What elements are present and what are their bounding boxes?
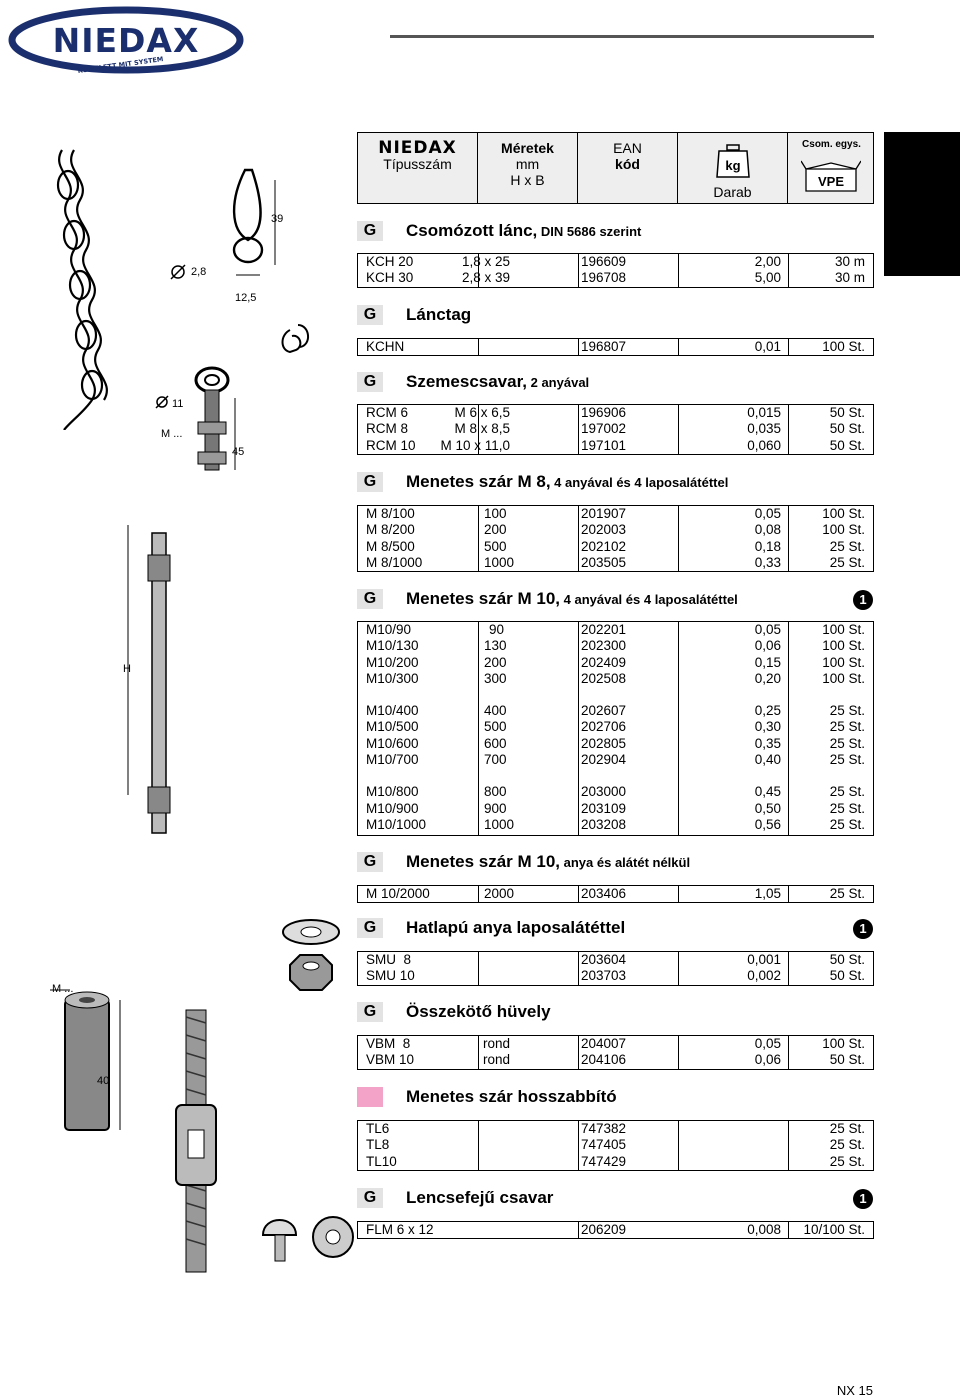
group-marker: G xyxy=(357,1188,383,1208)
label-eye-length: 45 xyxy=(232,446,245,458)
package-icon xyxy=(801,155,861,195)
hex-nut-illustration xyxy=(276,910,346,1000)
table-row: M10/300 300 202508 0,20 100 St. xyxy=(366,670,865,686)
table-row: M 10/2000 2000 203406 1,05 25 St. xyxy=(366,886,865,901)
group-marker: G xyxy=(357,372,383,392)
col-dimensions xyxy=(478,133,578,203)
section-title: Csomózott lánc, DIN 5686 szerint xyxy=(406,221,642,240)
label-eye-thread: M ... xyxy=(161,428,183,440)
note-badge: 1 xyxy=(853,590,873,610)
label-chain-length: 39 xyxy=(271,213,284,225)
group-marker: G xyxy=(357,305,383,325)
table-row: SMU 8 203604 0,001 50 St. xyxy=(366,952,865,967)
table-row: M 8/200 200 202003 0,08 100 St. xyxy=(366,522,865,538)
table-row: M10/90 90 202201 0,05 100 St. xyxy=(366,622,865,637)
label-chain-width: 12,5 xyxy=(235,292,257,304)
data-block xyxy=(357,505,874,572)
col-dim-unit: mm xyxy=(515,156,540,172)
data-block xyxy=(357,951,874,986)
logo-text: NIEDAX xyxy=(52,21,200,60)
table-row: RCM 6 M 6 x 6,5 196906 0,015 50 St. xyxy=(366,405,865,420)
table-row: KCHN 196807 0,01 100 St. xyxy=(366,339,865,354)
table-row: RCM 10 M 10 x 11,0 197101 0,060 50 St. xyxy=(366,437,865,453)
group-marker: G xyxy=(357,589,383,609)
label-chain-diameter: 2,8 xyxy=(191,266,207,278)
col-pack xyxy=(788,133,875,203)
table-row: M 8/100 100 201907 0,05 100 St. xyxy=(366,506,865,521)
section-title: Lencsefejű csavar xyxy=(406,1188,554,1207)
table-row: M10/900 900 203109 0,50 25 St. xyxy=(366,800,865,816)
table-row: SMU 10 203703 0,002 50 St. xyxy=(366,968,865,984)
table-row: VBM 10 rond 204106 0,06 50 St. xyxy=(366,1052,865,1068)
pan-head-screw-illustration xyxy=(258,1205,358,1275)
table-row: M10/130 130 202300 0,06 100 St. xyxy=(366,638,865,654)
table-row: KCH 20 1,8 x 25 196609 2,00 30 m xyxy=(366,254,865,269)
data-block xyxy=(357,404,874,455)
section-title: Összekötő hüvely xyxy=(406,1002,551,1021)
section-title: Hatlapú anya laposalátéttel xyxy=(406,918,626,937)
group-marker-new xyxy=(357,1087,383,1107)
svg-text:kg: kg xyxy=(724,158,741,173)
table-row: M10/600 600 202805 0,35 25 St. xyxy=(366,735,865,751)
data-block xyxy=(357,1221,874,1239)
table-header xyxy=(357,132,874,204)
col-dim-title: Méretek xyxy=(501,140,554,156)
note-badge: 1 xyxy=(853,1189,873,1209)
data-block xyxy=(357,1035,874,1070)
col-ean-title: EAN xyxy=(613,140,642,156)
header-brand: NIEDAX xyxy=(378,138,457,158)
data-block xyxy=(357,885,874,903)
section-title: Lánctag xyxy=(406,305,472,324)
table-row: KCH 30 2,8 x 39 196708 5,00 30 m xyxy=(366,270,865,286)
group-marker: G xyxy=(357,852,383,872)
table-row: TL6 747382 25 St. xyxy=(366,1121,865,1136)
section-title: Menetes szár M 8, 4 anyával és 4 laposalátéttel xyxy=(406,472,729,491)
table-row: M10/800 800 203000 0,45 25 St. xyxy=(366,784,865,800)
col-weight-label: Darab xyxy=(713,184,752,200)
section-title: Szemescsavar, 2 anyával xyxy=(406,372,590,391)
section-tab xyxy=(884,132,960,276)
col-weight xyxy=(678,133,788,203)
col-dim-format: H x B xyxy=(510,172,545,188)
table-row: M 8/500 500 202102 0,18 25 St. xyxy=(366,538,865,554)
threaded-rod-illustration xyxy=(108,525,198,855)
col-ean-sub: kód xyxy=(615,156,640,172)
group-marker: G xyxy=(357,918,383,938)
niedax-logo xyxy=(8,6,244,76)
table-row: M 8/1000 1000 203505 0,33 25 St. xyxy=(366,554,865,570)
data-block xyxy=(357,621,874,836)
section-title: Menetes szár hosszabbító xyxy=(406,1087,617,1106)
col-pack-title: Csom. egys. xyxy=(802,139,861,150)
table-row: M10/1000 1000 203208 0,56 25 St. xyxy=(366,816,865,832)
data-block xyxy=(357,338,874,356)
logo-tagline: KOMPLETT MIT SYSTEM xyxy=(77,55,164,75)
connector-sleeve-illustration xyxy=(30,970,130,1160)
group-marker: G xyxy=(357,472,383,492)
label-sleeve-length: 40 xyxy=(97,1075,110,1087)
table-row: FLM 6 x 12 206209 0,008 10/100 St. xyxy=(366,1222,865,1237)
label-eye-diameter: 11 xyxy=(172,398,184,410)
page-number: NX 15 xyxy=(836,1383,873,1398)
group-marker: G xyxy=(357,221,383,241)
table-row: TL10 747429 25 St. xyxy=(366,1153,865,1169)
table-row: RCM 8 M 8 x 8,5 197002 0,035 50 St. xyxy=(366,421,865,437)
table-row: M10/500 500 202706 0,30 25 St. xyxy=(366,719,865,735)
header-rule xyxy=(390,35,874,38)
data-block xyxy=(357,253,874,288)
table-row: VBM 8 rond 204007 0,05 100 St. xyxy=(366,1036,865,1051)
label-sleeve-thread: M ... xyxy=(52,983,74,995)
weight-icon xyxy=(713,139,753,179)
section-title: Menetes szár M 10, anya és alátét nélkül xyxy=(406,852,691,871)
col-type-label: Típusszám xyxy=(383,156,452,172)
data-block xyxy=(357,1120,874,1171)
table-row: M10/400 400 202607 0,25 25 St. xyxy=(366,703,865,719)
table-row: M10/200 200 202409 0,15 100 St. xyxy=(366,654,865,670)
table-row: TL8 747405 25 St. xyxy=(366,1137,865,1153)
rod-extender-illustration xyxy=(160,1005,240,1280)
svg-text:VPE: VPE xyxy=(817,174,845,189)
group-marker: G xyxy=(357,1002,383,1022)
note-badge: 1 xyxy=(853,919,873,939)
col-ean xyxy=(578,133,678,203)
eye-bolt-illustration xyxy=(150,360,250,490)
label-rod-height: H xyxy=(123,663,131,675)
col-type xyxy=(358,133,478,203)
section-title: Menetes szár M 10, 4 anyával és 4 laposalátéttel xyxy=(406,589,738,608)
table-row: M10/700 700 202904 0,40 25 St. xyxy=(366,752,865,768)
